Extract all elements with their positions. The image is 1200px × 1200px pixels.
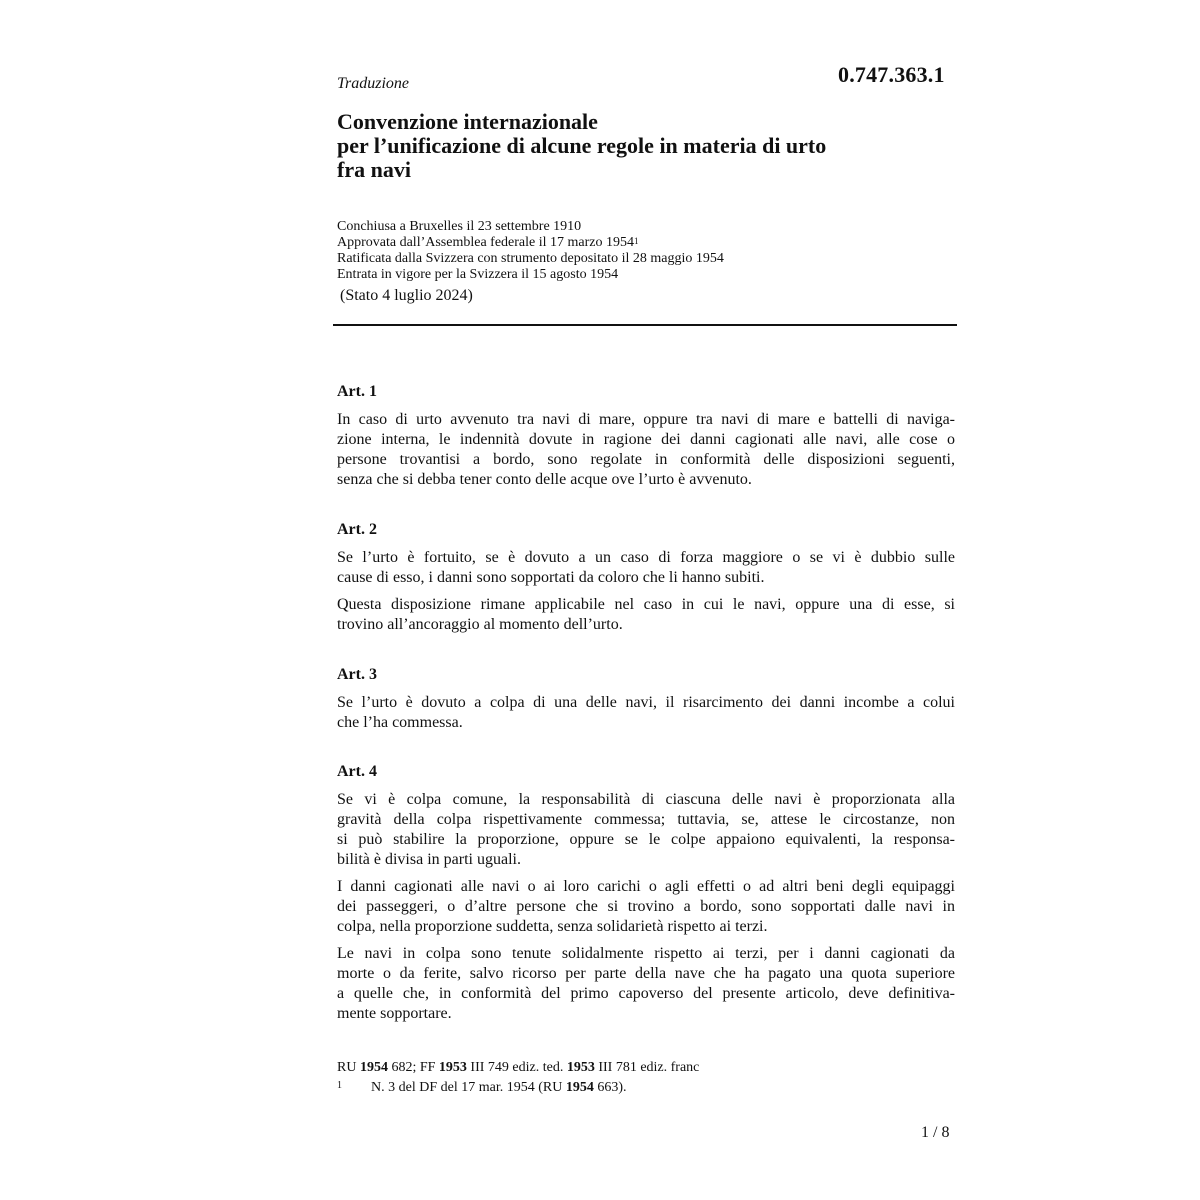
paragraph-line: bilità è divisa in parti uguali. (337, 851, 521, 868)
article-heading: Art. 3 (337, 666, 377, 683)
footnote-ref[interactable]: 1 (634, 236, 639, 246)
paragraph-line: gravità della colpa rispettivamente commessa; tuttavia, se, attese le circostanze, non (337, 811, 955, 828)
footnote-text: N. 3 del DF del 17 mar. 1954 (RU (371, 1080, 566, 1095)
footnote-1 (337, 1078, 955, 1098)
paragraph-line: morte o da ferite, salvo ricorso per parte della nave che ha pagato una quota superiore (337, 965, 955, 982)
paragraph-line: Se l’urto è fortuito, se è dovuto a un caso di forza maggiore o se vi è dubbio sulle (337, 549, 955, 566)
status-date: (Stato 4 luglio 2024) (340, 287, 473, 304)
translation-label: Traduzione (337, 75, 410, 92)
citation-year: 1953 (438, 1060, 467, 1075)
citation-text: 682; FF (387, 1060, 439, 1075)
citation-text: III 749 ediz. ted. (466, 1060, 567, 1075)
footnote-year: 1954 (565, 1080, 594, 1095)
article-1 (337, 382, 955, 497)
title-line: per l’unificazione di alcune regole in materia di urto (337, 133, 827, 158)
paragraph-line: Questa disposizione rimane applicabile nel caso in cui le navi, oppure una di esse, si (337, 596, 955, 613)
article-4 (337, 762, 955, 1031)
paragraph-line: colpa, nella proporzione suddetta, senza solidarietà rispetto ai terzi. (337, 918, 768, 935)
article-paragraph (337, 548, 955, 588)
article-heading: Art. 4 (337, 763, 377, 780)
paragraph-line: In caso di urto avvenuto tra navi di mare, oppure tra navi di mare e battelli di naviga- (337, 411, 955, 428)
article-paragraph (337, 693, 955, 733)
article-3 (337, 665, 955, 740)
paragraph-line: Se vi è colpa comune, la responsabilità di ciascuna delle navi è proporzionata alla (337, 791, 955, 808)
article-heading: Art. 1 (337, 383, 377, 400)
paragraph-line: zione interna, le indennità dovute in ragione dei danni cagionati alle navi, alle cose o (337, 431, 955, 448)
meta-ratified: Ratificata dalla Svizzera con strumento depositato il 28 maggio 1954 (337, 251, 724, 266)
paragraph-line: dei passeggeri, o d’altre persone che si trovino a bordo, sono sopportati dalle navi in (337, 898, 955, 915)
citation-year: 1953 (566, 1060, 595, 1075)
paragraph-line: senza che si debba tener conto delle acque ove l’urto è avvenuto. (337, 471, 752, 488)
paragraph-line: a quelle che, in conformità del primo capoverso del presente articolo, deve definitiva- (337, 985, 955, 1002)
source-citation (337, 1058, 955, 1078)
meta-in-force: Entrata in vigore per la Svizzera il 15 agosto 1954 (337, 267, 619, 282)
article-2 (337, 520, 955, 642)
article-paragraph (337, 944, 955, 1024)
paragraph-line: Le navi in colpa sono tenute solidalmente rispetto ai terzi, per i danni cagionati da (337, 945, 955, 962)
article-heading: Art. 2 (337, 521, 377, 538)
article-paragraph (337, 790, 955, 870)
footnote-number: 1 (337, 1080, 342, 1091)
paragraph-line: I danni cagionati alle navi o ai loro carichi o agli effetti o ad altri beni degli equipaggi (337, 878, 955, 895)
citation-year: 1954 (359, 1060, 388, 1075)
citation-text: III 781 ediz. franc (594, 1060, 700, 1075)
title-line: fra navi (337, 157, 411, 182)
header-divider (333, 324, 957, 326)
paragraph-line: mente sopportare. (337, 1005, 452, 1022)
citation-text: RU (337, 1060, 360, 1075)
paragraph-line: cause di esso, i danni sono sopportati da coloro che li hanno subiti. (337, 569, 765, 586)
sr-number: 0.747.363.1 (838, 62, 945, 87)
meta-approved: Approvata dall’Assemblea federale il 17 marzo 1954 (337, 235, 635, 250)
document-title (337, 110, 937, 182)
page-number: 1 / 8 (921, 1124, 950, 1141)
article-paragraph (337, 410, 955, 490)
paragraph-line: si può stabilire la proporzione, oppure se le colpe appaiono equivalenti, la responsa- (337, 831, 955, 848)
paragraph-line: Se l’urto è dovuto a colpa di una delle navi, il risarcimento dei danni incombe a colui (337, 694, 955, 711)
footnote-text: 663). (593, 1080, 627, 1095)
title-line: Convenzione internazionale (337, 109, 598, 134)
paragraph-line: trovino all’ancoraggio al momento dell’urto. (337, 616, 623, 633)
paragraph-line: persone trovantisi a bordo, sono regolate in conformità delle disposizioni seguenti, (337, 451, 955, 468)
document-metadata (337, 219, 937, 283)
article-paragraph (337, 877, 955, 937)
meta-concluded: Conchiusa a Bruxelles il 23 settembre 1910 (337, 219, 582, 234)
paragraph-line: che l’ha commessa. (337, 714, 463, 731)
article-paragraph (337, 595, 955, 635)
meta-approved-row (337, 235, 937, 251)
footnotes (337, 1058, 955, 1098)
